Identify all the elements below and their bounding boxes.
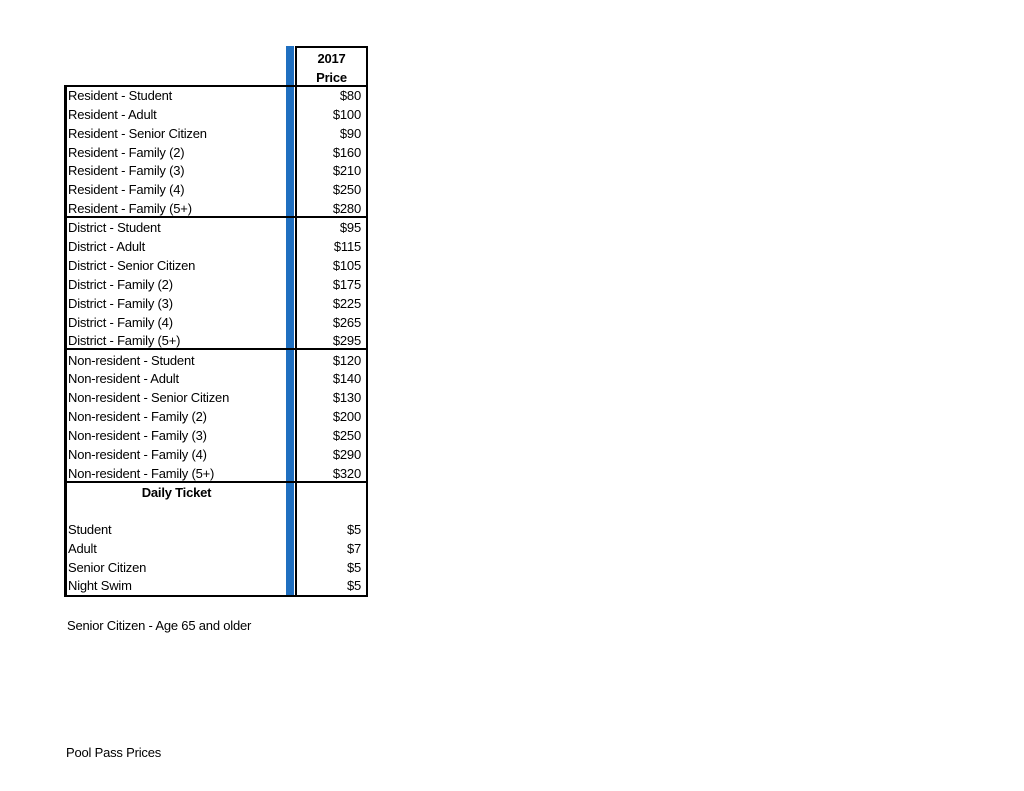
row-price: $115 — [333, 239, 361, 255]
table-row — [67, 161, 365, 180]
table-row — [67, 237, 365, 256]
table-row — [67, 520, 365, 539]
table-row — [67, 558, 365, 577]
row-label: Resident - Family (2) — [68, 144, 185, 160]
row-price: $90 — [339, 125, 361, 141]
row-price: $80 — [339, 88, 361, 103]
table-row — [67, 388, 365, 407]
row-label: District - Student — [68, 220, 161, 236]
header-price-label: Price — [316, 70, 347, 85]
row-label: Non-resident - Adult — [68, 371, 179, 387]
table-row — [67, 218, 365, 237]
row-price: $250 — [332, 182, 361, 198]
row-price: $5 — [346, 522, 361, 537]
row-label: Non-resident - Family (4) — [68, 446, 207, 462]
row-price: $295 — [332, 333, 361, 349]
table-row — [67, 256, 365, 275]
table-row — [67, 426, 365, 445]
row-label: Non-resident - Family (5+) — [68, 465, 215, 481]
price-column-header — [295, 46, 368, 87]
row-price: $95 — [339, 220, 361, 236]
row-label: Resident - Adult — [68, 106, 157, 122]
row-label: Student — [68, 522, 112, 537]
row-price: $160 — [332, 144, 361, 160]
row-label: Adult — [68, 540, 97, 556]
row-price: $225 — [332, 295, 361, 311]
table-row — [67, 445, 365, 464]
row-label: District - Family (2) — [68, 276, 173, 292]
row-label: Resident - Student — [68, 88, 173, 103]
table-row — [67, 180, 365, 199]
row-price: $5 — [346, 578, 361, 594]
table-row — [67, 86, 365, 105]
row-price: $105 — [332, 257, 361, 273]
row-price: $210 — [332, 163, 361, 179]
table-row — [67, 369, 365, 388]
row-price: $5 — [346, 559, 361, 575]
table-row — [67, 351, 365, 370]
row-price: $7 — [346, 540, 361, 556]
table-row — [67, 124, 365, 143]
row-label: District - Family (5+) — [68, 333, 181, 349]
row-label: Resident - Senior Citizen — [68, 125, 207, 141]
table-row — [67, 464, 365, 483]
row-label: District - Family (3) — [68, 295, 173, 311]
row-price: $175 — [332, 276, 361, 292]
row-price: $130 — [332, 390, 361, 406]
row-label: Resident - Family (3) — [68, 163, 185, 179]
row-label: Non-resident - Family (2) — [68, 409, 207, 425]
table-row — [67, 105, 365, 124]
table-row — [67, 294, 365, 313]
row-label: District - Adult — [68, 239, 145, 255]
table-row — [67, 143, 365, 162]
row-price: $265 — [332, 314, 361, 330]
row-label: District - Senior Citizen — [68, 257, 196, 273]
row-label: Non-resident - Family (3) — [68, 427, 207, 443]
row-price: $320 — [332, 465, 361, 481]
table-row — [67, 313, 365, 332]
row-price: $120 — [332, 352, 361, 368]
row-price: $140 — [332, 371, 361, 387]
row-label: Senior Citizen — [68, 559, 147, 575]
row-label: District - Family (4) — [68, 314, 173, 330]
row-price: $250 — [332, 427, 361, 443]
row-label: Resident - Family (4) — [68, 182, 185, 198]
footnote: Senior Citizen - Age 65 and older — [67, 618, 252, 633]
table-row — [67, 407, 365, 426]
daily-ticket-title: Daily Ticket — [141, 485, 212, 500]
table-row — [67, 275, 365, 294]
row-price: $100 — [332, 106, 361, 122]
row-price: $290 — [332, 446, 361, 462]
row-label: Resident - Family (5+) — [68, 201, 192, 217]
header-year: 2017 — [317, 51, 346, 66]
table-row — [67, 539, 365, 558]
table-row — [67, 331, 365, 350]
row-label: Non-resident - Student — [68, 352, 195, 368]
table-row — [67, 199, 365, 218]
row-label: Non-resident - Senior Citizen — [68, 390, 230, 406]
row-price: $200 — [332, 409, 361, 425]
row-price: $280 — [332, 201, 361, 217]
row-label: Night Swim — [68, 578, 132, 594]
table-row — [67, 576, 365, 595]
page-footer: Pool Pass Prices — [66, 745, 162, 760]
